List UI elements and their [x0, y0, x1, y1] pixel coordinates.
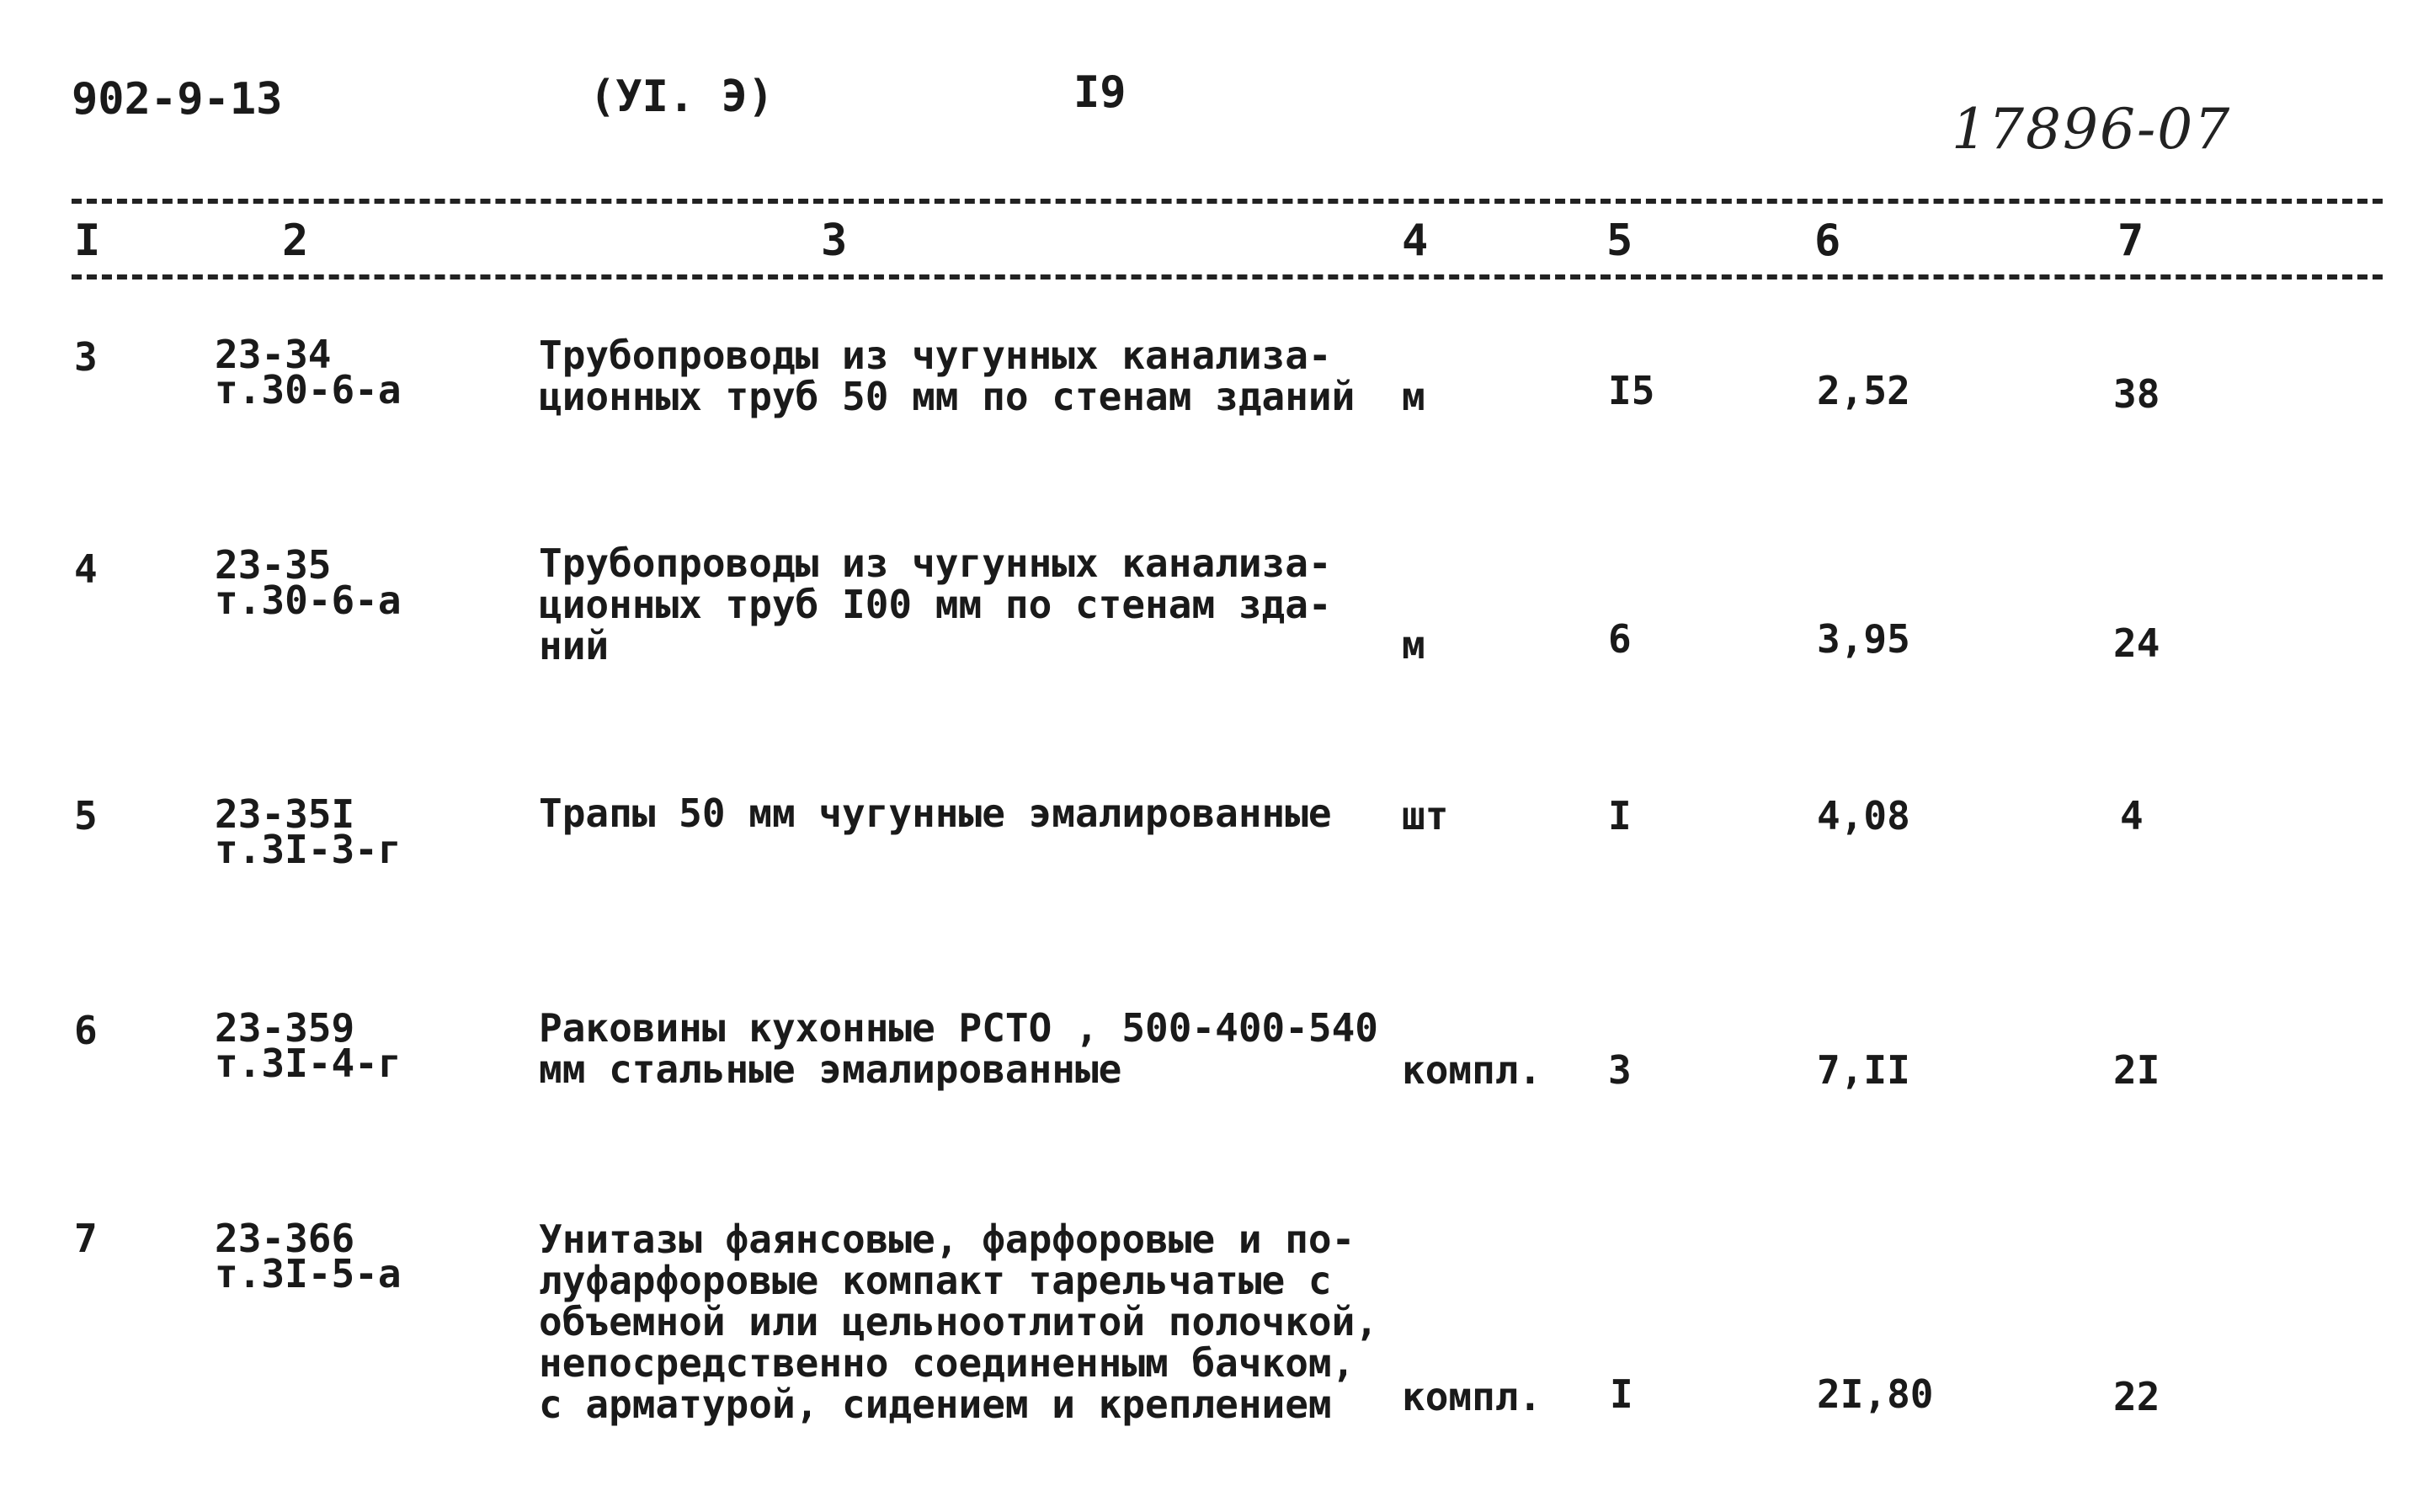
- unit-price: 4,08: [1817, 793, 1910, 839]
- description-line: мм стальные эмалированные: [539, 1046, 1122, 1092]
- rate-code: [215, 1216, 402, 1296]
- quantity: I: [1610, 1371, 1633, 1417]
- description-line: ционных труб I00 мм по стенам зда-: [539, 582, 1332, 627]
- document-code: 902-9-13: [72, 74, 283, 125]
- rate-code: [215, 1005, 402, 1086]
- work-description: [539, 1005, 1378, 1092]
- rate-code: [215, 542, 402, 623]
- col-header-2: 2: [282, 216, 309, 266]
- total: 4: [2120, 793, 2144, 839]
- quantity: I: [1608, 793, 1632, 839]
- row-number: 6: [74, 1008, 98, 1053]
- unit: компл.: [1402, 1374, 1542, 1419]
- col-header-4: 4: [1402, 216, 1429, 266]
- rate-code-line: 23-34: [215, 332, 332, 377]
- rate-table-line: т.30-6-а: [215, 367, 402, 413]
- work-description: [539, 540, 1332, 668]
- rate-code-line: 23-35I: [215, 791, 355, 837]
- work-description: [539, 793, 1332, 834]
- col-header-1: I: [74, 216, 101, 266]
- description-line: Трубопроводы из чугунных канализа-: [539, 333, 1332, 378]
- col-header-7: 7: [2117, 216, 2144, 266]
- table-header-rule: [72, 274, 2383, 280]
- quantity: I5: [1608, 368, 1655, 413]
- total: 24: [2113, 620, 2160, 666]
- rate-table-line: т.3I-4-г: [215, 1041, 402, 1086]
- unit: м: [1402, 374, 1425, 419]
- unit-price: 3,95: [1817, 616, 1910, 662]
- col-header-5: 5: [1606, 216, 1633, 266]
- description-line: непосредственно соединенным бачком,: [539, 1340, 1355, 1386]
- rate-code-line: 23-366: [215, 1216, 355, 1261]
- rate-table-line: т.3I-5-а: [215, 1251, 402, 1296]
- unit-price: 2,52: [1817, 368, 1910, 413]
- rate-code: [215, 332, 402, 413]
- description-line: луфарфоровые компакт тарельчатые с: [539, 1258, 1332, 1303]
- total: 22: [2113, 1374, 2160, 1419]
- unit: шт: [1402, 793, 1449, 839]
- work-description: [539, 335, 1355, 418]
- col-header-3: 3: [821, 216, 848, 266]
- unit-price: 2I,80: [1817, 1371, 1934, 1417]
- unit: компл.: [1402, 1047, 1542, 1093]
- work-description: [539, 1219, 1378, 1425]
- rate-table-line: т.30-6-а: [215, 578, 402, 623]
- unit: м: [1402, 622, 1425, 668]
- total: 2I: [2113, 1047, 2160, 1093]
- quantity: 3: [1608, 1047, 1632, 1093]
- description-line: с арматурой, сидением и креплением: [539, 1382, 1332, 1427]
- description-line: Раковины кухонные РСТО , 500-400-540: [539, 1005, 1378, 1051]
- section-mark: (УI. Э): [589, 72, 775, 122]
- description-line: Трубопроводы из чугунных канализа-: [539, 540, 1332, 586]
- rate-code: [215, 791, 402, 872]
- rate-code-line: 23-35: [215, 542, 332, 588]
- description-line: Унитазы фаянсовые, фарфоровые и по-: [539, 1217, 1355, 1262]
- row-number: 3: [74, 334, 98, 380]
- rate-code-line: 23-359: [215, 1005, 355, 1051]
- row-number: 5: [74, 793, 98, 839]
- rate-table-line: т.3I-3-г: [215, 827, 402, 872]
- total: 38: [2113, 371, 2160, 417]
- unit-price: 7,II: [1817, 1047, 1910, 1093]
- description-line: ционных труб 50 мм по стенам зданий: [539, 374, 1355, 419]
- row-number: 7: [74, 1216, 98, 1261]
- description-line: Трапы 50 мм чугунные эмалированные: [539, 791, 1332, 836]
- description-line: объемной или цельноотлитой полочкой,: [539, 1299, 1378, 1344]
- table-top-rule: [72, 199, 2383, 204]
- quantity: 6: [1608, 616, 1632, 662]
- archive-number: 17896-07: [1952, 97, 2232, 162]
- description-line: ний: [539, 623, 610, 668]
- row-number: 4: [74, 546, 98, 592]
- page-number: I9: [1073, 67, 1126, 118]
- col-header-6: 6: [1814, 216, 1841, 266]
